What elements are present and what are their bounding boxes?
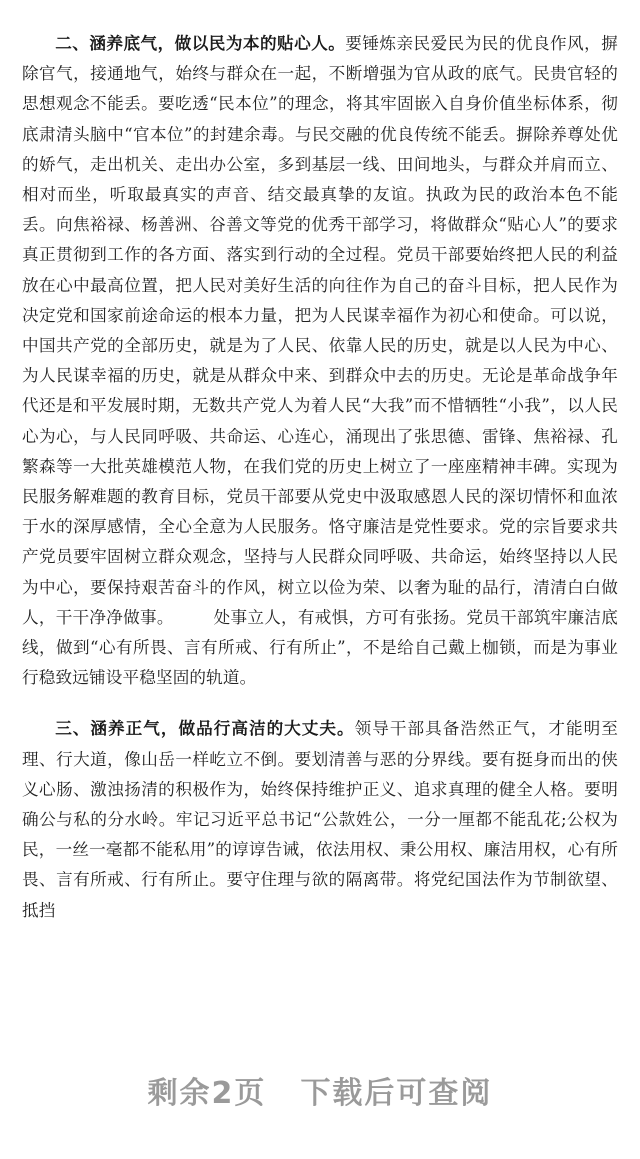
section-two-heading: 二、涵养底气，做以民为本的贴心人。 [55, 33, 346, 53]
document-body [22, 28, 618, 926]
paragraph-section-three [22, 713, 618, 925]
section-two-text-continued: 处事立人，有戒惧，方可有张扬。党员干部筑牢廉洁底线，做到“心有所畏、言有所戒、行有所止”，不是给自己戴上枷锁，而是为事业行稳致远铺设平稳坚固的轨道。 [22, 607, 618, 688]
section-three-heading: 三、涵养正气，做品行高洁的大丈夫。 [55, 718, 355, 739]
download-banner[interactable] [0, 1068, 640, 1112]
section-three-text: 领导干部具备浩然正气，才能明至理、行大道，像山岳一样屹立不倒。要划清善与恶的分界线。要有挺身而出的侠义心肠、激浊扬清的积极作为，始终保持维护正义、追求真理的健全人格。要明确公与私的分水岭。牢记习近平总书记“公款姓公，一分一厘都不能乱花;公权为民，一丝一毫都不能私用”的谆谆告诫，依法用权、秉公用权、廉洁用权，心有所畏、言有所戒、行有所止。要守住理与欲的隔离带。将党纪国法作为节制欲望、抵挡 [22, 719, 618, 920]
download-hint-label: 下载后可查阅 [300, 1076, 493, 1111]
section-two-text: 要锤炼亲民爱民为民的优良作风，摒除官气，接通地气，始终与群众在一起，不断增强为官从政的底气。民贵官轻的思想观念不能丢。要吃透“民本位”的理念，将其牢固嵌入自身价值坐标体系，彻底肃清头脑中“官本位”的封建余毒。与民交融的优良传统不能丢。摒除养尊处优的娇气，走出机关、走出办公室，多到基层一线、田间地头，与群众并肩而立、相对而坐，听取最真实的声音、结交最真挚的友谊。执政为民的政治本色不能丢。向焦裕禄、杨善洲、谷善文等党的优秀干部学习，将做群众“贴心人”的要求真正贯彻到工作的各方面、落实到行动的全过程。党员干部要始终把人民的利益放在心中最高位置，把人民对美好生活的向往作为自己的奋斗目标，把人民作为决定党和国家前途命运的根本力量，把为人民谋幸福作为初心和使命。可以说，中国共产党的全部历史，就是为了人民、依靠人民的历史，就是以人民为中心、为人民谋幸福的历史，就是从群众中来、到群众中去的历史。无论是革命战争年代还是和平发展时期，无数共产党人为着人民“大我”而不惜牺牲“小我”，以人民心为心，与人民同呼吸、共命运、心连心，涌现出了张思德、雷锋、焦裕禄、孔繁森等一大批英雄模范人物，在我们党的历史上树立了一座座精神丰碑。实现为民服务解难题的教育目标，党员干部要从党史中汲取感恩人民的深切情怀和血浓于水的深厚感情，全心全意为人民服务。恪守廉洁是党性要求。党的宗旨要求共产党员要牢固树立群众观念，坚持与人民群众同呼吸、共命运，始终坚持以人民为中心，要保持艰苦奋斗的作风，树立以俭为荣、以奢为耻的品行，清清白白做人，干干净净做事。 [22, 34, 618, 627]
remaining-pages-label: 剩余2页 [147, 1076, 267, 1111]
paragraph-section-two [22, 28, 618, 693]
